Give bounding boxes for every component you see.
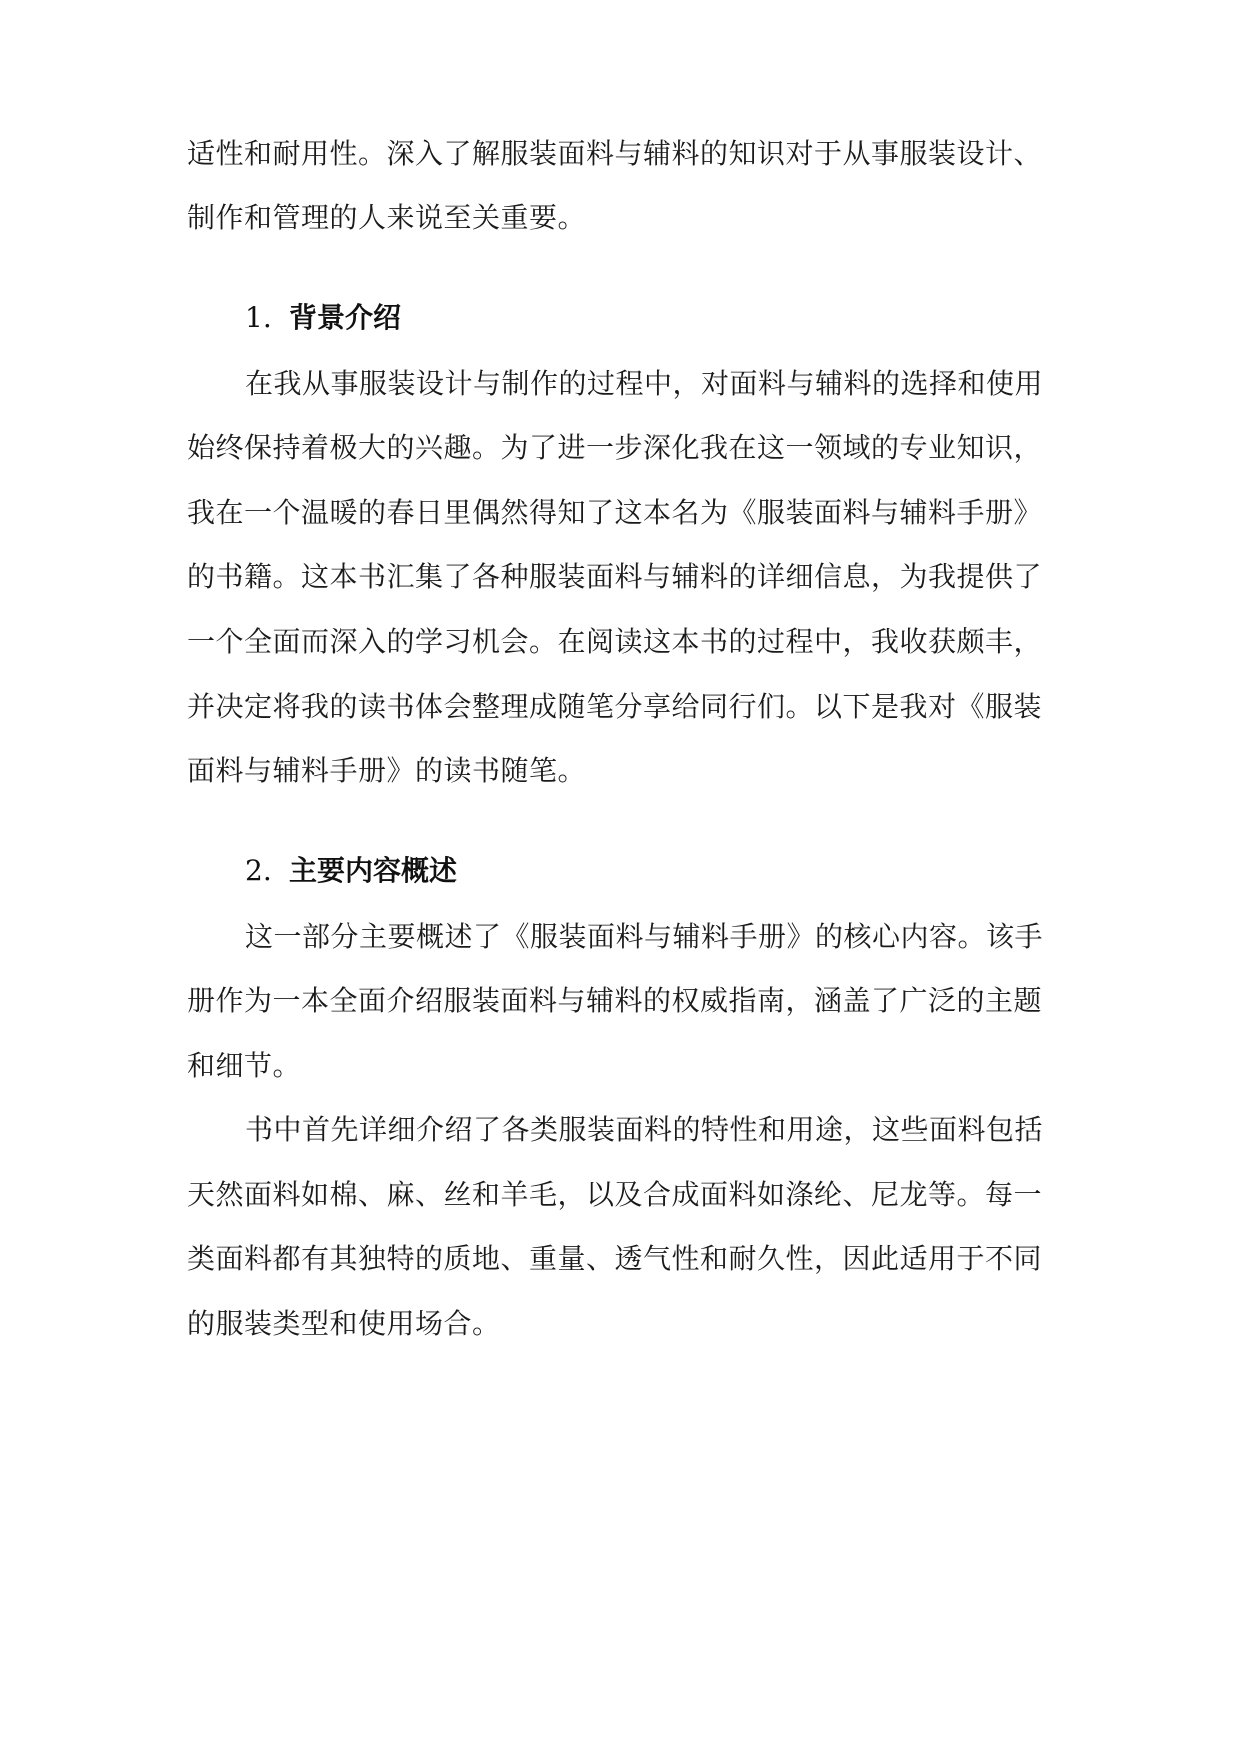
section-2-heading <box>245 851 457 891</box>
section-1-heading <box>245 298 401 338</box>
section-1-line-6: 并决定将我的读书体会整理成随笔分享给同行们。以下是我对《服装 <box>187 690 1043 723</box>
section-1-line-5: 一个全面而深入的学习机会。在阅读这本书的过程中，我收获颇丰， <box>187 625 1043 658</box>
section-2-number: 2. <box>245 854 272 887</box>
section-1-line-2: 始终保持着极大的兴趣。为了进一步深化我在这一领域的专业知识， <box>187 431 1043 464</box>
section-2-p1-line-3: 和细节。 <box>187 1049 302 1082</box>
intro-line-2: 制作和管理的人来说至关重要。 <box>187 201 587 234</box>
intro-line-1: 适性和耐用性。深入了解服装面料与辅料的知识对于从事服装设计、 <box>187 137 1043 170</box>
section-1-line-1: 在我从事服装设计与制作的过程中，对面料与辅料的选择和使用 <box>245 367 1044 400</box>
section-2-p2-line-1: 书中首先详细介绍了各类服装面料的特性和用途，这些面料包括 <box>245 1113 1044 1146</box>
section-2-p1-line-2: 册作为一本全面介绍服装面料与辅料的权威指南，涵盖了广泛的主题 <box>187 984 1043 1017</box>
section-2-p1-line-1: 这一部分主要概述了《服装面料与辅料手册》的核心内容。该手 <box>245 920 1044 953</box>
section-2-p2-line-4: 的服装类型和使用场合。 <box>187 1307 501 1340</box>
section-1-line-7: 面料与辅料手册》的读书随笔。 <box>187 754 587 787</box>
section-2-p2-line-3: 类面料都有其独特的质地、重量、透气性和耐久性，因此适用于不同 <box>187 1242 1043 1275</box>
section-1-line-4: 的书籍。这本书汇集了各种服装面料与辅料的详细信息，为我提供了 <box>187 560 1043 593</box>
section-1-line-3: 我在一个温暖的春日里偶然得知了这本名为《服装面料与辅料手册》 <box>187 496 1043 529</box>
section-1-number: 1. <box>245 301 272 334</box>
section-2-title: 主要内容概述 <box>289 854 458 887</box>
section-2-p2-line-2: 天然面料如棉、麻、丝和羊毛，以及合成面料如涤纶、尼龙等。每一 <box>187 1178 1043 1211</box>
section-1-title: 背景介绍 <box>289 301 402 334</box>
